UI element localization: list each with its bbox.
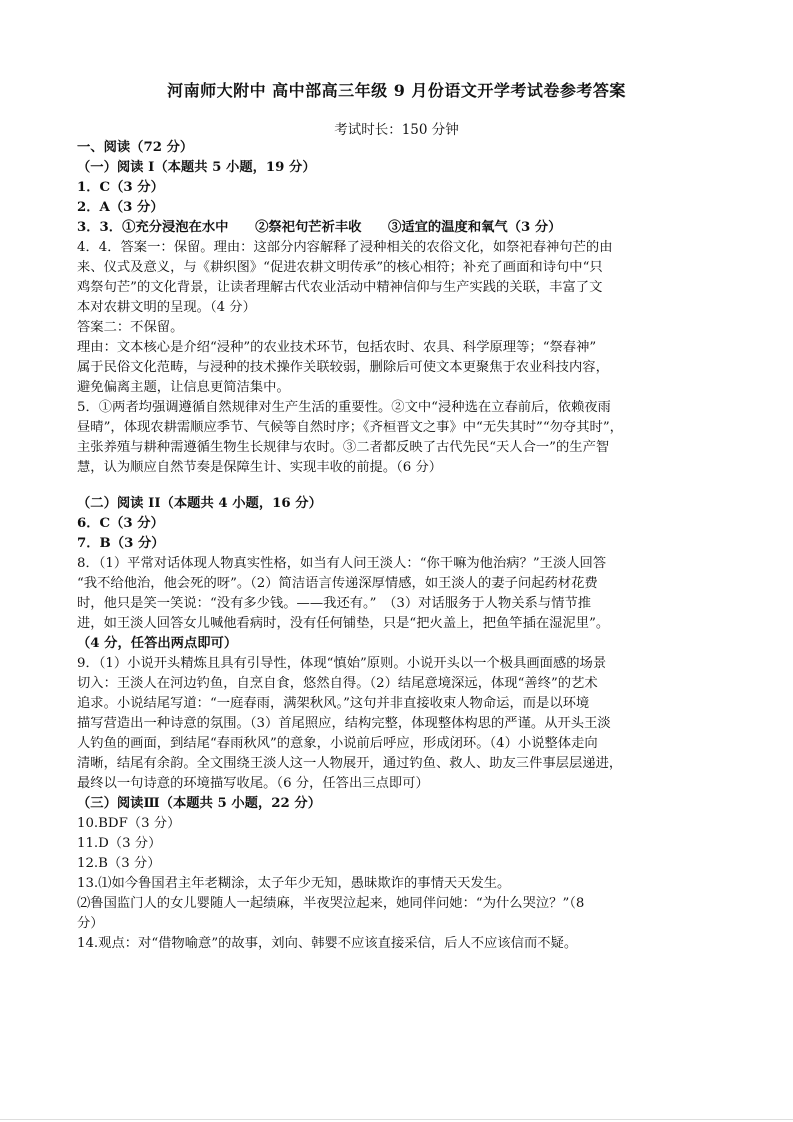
answer-line: 3．3．①充分浸泡在水中 ②祭祀句芒祈丰收 ③适宜的温度和氧气（3 分） <box>77 220 562 235</box>
answer-line: 1．C（3 分） <box>77 180 164 195</box>
answer-line: 一、阅读（72 分） <box>77 140 194 155</box>
exam-duration: 考试时长：150 分钟 <box>334 122 459 138</box>
answer-line: 9．（1）小说开头精炼且具有引导性，体现“慎始”原则。小说开头以一个极具画面感的场景 <box>77 656 607 671</box>
section-spacer <box>77 478 717 494</box>
answer-body <box>77 138 717 954</box>
document-title: 河南师大附中 高中部高三年级 9 月份语文开学考试卷参考答案 <box>167 81 626 100</box>
answer-line: 8．（1）平常对话体现人物真实性格，如当有人问王淡人：“你干嘛为他治病？”王淡人回答 <box>77 556 607 571</box>
answer-line: 11.D（3 分） <box>77 836 162 851</box>
answer-line: 最终以一句诗意的环境描写收尾。（6 分，任答出三点即可） <box>77 776 429 791</box>
answer-line: 昼晴”，体现农耕需顺应季节、气候等自然时序；《齐桓晋文之事》中“无失其时”“勿夺其时”， <box>77 420 623 435</box>
answer-line: 6．C（3 分） <box>77 516 164 531</box>
answer-line: 清晰，结尾有余韵。全文围绕王淡人这一人物展开，通过钓鱼、救人、助友三件事层层递进， <box>77 756 623 771</box>
answer-line: 鸡祭句芒”的文化背景，让读者理解古代农业活动中精神信仰与生产实践的关联，丰富了文 <box>77 280 603 295</box>
answer-line: 13.⑴如今鲁国君主年老糊涂，太子年少无知，愚昧欺诈的事情天天发生。 <box>77 876 511 891</box>
answer-line: 10.BDF（3 分） <box>77 816 181 831</box>
answer-line: 避免偏离主题，让信息更简洁集中。 <box>77 380 290 395</box>
answer-line: 2．A（3 分） <box>77 200 164 215</box>
answer-line: 人钓鱼的画面，到结尾“春雨秋风”的意象，小说前后呼应，形成闭环。（4）小说整体走向 <box>77 736 598 751</box>
answer-line: 主张养殖与耕种需遵循生物生长规律与农时。③二者都反映了古代先民“天人合一”的生产智 <box>77 440 610 455</box>
answer-line: 理由：文本核心是介绍“浸种”的农业技术环节，包括农时、农具、科学原理等；“祭春神” <box>77 340 597 355</box>
answer-line: 本对农耕文明的呈现。（4 分） <box>77 300 256 315</box>
answer-line: 答案二：不保留。 <box>77 320 184 335</box>
page-bottom-rule <box>0 1119 793 1120</box>
answer-line: “我不给他治，他会死的呀”。（2）简洁语言传递深厚情感，如王淡人的妻子问起药材花费 <box>77 576 598 591</box>
answer-line: 14.观点：对“借物喻意”的故事，刘向、韩婴不应该直接采信，后人不应该信而不疑。 <box>77 936 578 951</box>
answer-line: （4 分，任答出两点即可） <box>77 636 238 651</box>
answer-line: 追求。小说结尾写道：“一庭春雨，满架秋风。”这句并非直接收束人物命运，而是以环境 <box>77 696 590 711</box>
answer-line: 描写营造出一种诗意的氛围。（3）首尾照应，结构完整，体现整体构思的严谨。从开头王淡 <box>77 716 611 731</box>
answer-line: 12.B（3 分） <box>77 856 161 871</box>
answer-line: （三）阅读Ⅲ（本题共 5 小题，22 分） <box>77 796 321 811</box>
answer-line: 属于民俗文化范畴，与浸种的技术操作关联较弱，删除后可使文本更聚焦于农业科技内容， <box>77 360 609 375</box>
answer-line: 7．B（3 分） <box>77 536 165 551</box>
answer-line: 来、仪式及意义，与《耕织图》“促进农耕文明传承”的核心相符；补充了画面和诗句中“只 <box>77 260 603 275</box>
answer-line: 4．4．答案一：保留。理由：这部分内容解释了浸种相关的农俗文化，如祭祀春神句芒的由 <box>77 240 613 255</box>
answer-line: 5．①两者均强调遵循自然规律对生产生活的重要性。②文中“浸种选在立春前后，依赖夜雨 <box>77 400 611 415</box>
answer-line: （二）阅读 II（本题共 4 小题，16 分） <box>77 496 322 511</box>
answer-line: 进，如王淡人回答女儿喊他看病时，没有任何铺垫，只是“把火盖上，把鱼竿插在湿泥里”。 <box>77 616 610 631</box>
answer-line: 分） <box>77 916 104 931</box>
answer-line: 慧，认为顺应自然节奏是保障生计、实现丰收的前提。（6 分） <box>77 460 443 475</box>
answer-line: 切入：王淡人在河边钓鱼，自烹自食，悠然自得。（2）结尾意境深远，体现“善终”的艺术 <box>77 676 598 691</box>
answer-line: 时，他只是笑一笑说：“没有多少钱。——我还有。” （3）对话服务于人物关系与情节推 <box>77 596 592 611</box>
answer-line: ⑵鲁国监门人的女儿婴随人一起绩麻，半夜哭泣起来，她同伴问她：“为什么哭泣？”（8 <box>77 896 585 911</box>
answer-line: （一）阅读 I（本题共 5 小题，19 分） <box>77 160 316 175</box>
